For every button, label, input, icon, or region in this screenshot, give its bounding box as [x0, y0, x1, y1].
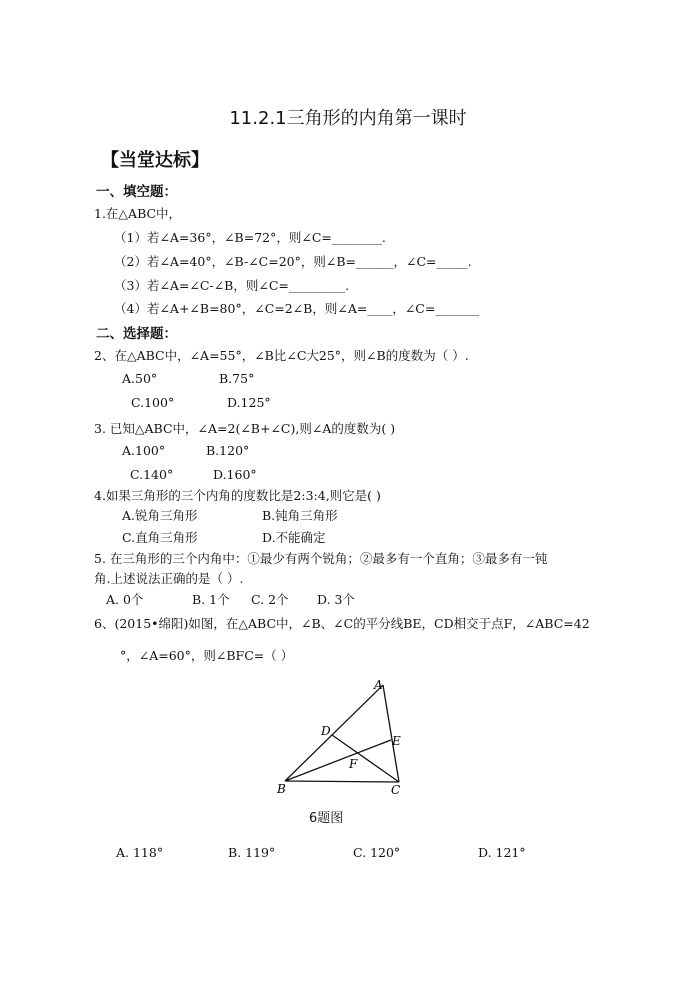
side-ab	[285, 685, 383, 781]
q6-option-b: B. 119°	[228, 845, 276, 860]
q2-option-d: D.125°	[227, 395, 271, 410]
q5-line-1: 5. 在三角形的三个内角中：①最少有两个锐角；②最多有一个直角；③最多有一钝	[94, 551, 548, 566]
q2-option-a: A.50°	[122, 371, 158, 386]
q6-option-a: A. 118°	[116, 845, 164, 860]
q1-stem: 1.在△ABC中，	[94, 206, 182, 221]
side-bc	[285, 781, 399, 782]
q5-option-a: A. 0个	[106, 592, 144, 607]
q4-option-b: B.钝角三角形	[262, 508, 338, 523]
q5-option-b: B. 1个	[192, 592, 230, 607]
q1-item-3: （3）若∠A=∠C-∠B，则∠C=_________.	[114, 278, 350, 293]
q1-item-2: （2）若∠A=40°，∠B-∠C=20°，则∠B=______，∠C=_____.	[114, 254, 472, 269]
q3-option-c: C.140°	[130, 467, 174, 482]
page-title: 11.2.1三角形的内角第一课时	[229, 108, 467, 129]
triangle-figure	[270, 674, 430, 804]
q4-option-a: A.锐角三角形	[122, 508, 198, 523]
label-b: B	[277, 782, 286, 796]
label-f: F	[349, 757, 358, 771]
q5-option-d: D. 3个	[317, 592, 355, 607]
label-d: D	[321, 724, 331, 738]
q1-item-4: （4）若∠A+∠B=80°，∠C=2∠B，则∠A=____，∠C=_______	[114, 301, 480, 316]
q1-item-1: （1）若∠A=36°，∠B=72°，则∠C=________.	[114, 230, 386, 245]
bisector-be	[285, 740, 391, 781]
label-e: E	[392, 734, 401, 748]
q2-option-b: B.75°	[219, 371, 255, 386]
part1-heading: 一、填空题：	[96, 184, 177, 200]
q5-line-2: 角.上述说法正确的是（ ）.	[94, 571, 244, 586]
q6-line-2: °，∠A=60°，则∠BFC=（ ）	[120, 648, 294, 663]
q3-option-a: A.100°	[122, 443, 166, 458]
q3-option-d: D.160°	[213, 467, 257, 482]
section-heading: 【当堂达标】	[101, 150, 209, 171]
q2-option-c: C.100°	[131, 395, 175, 410]
q6-line-1: 6、(2015•绵阳)如图，在△ABC中，∠B、∠C的平分线BE，CD相交于点F，∠ABC=42	[94, 616, 590, 631]
label-c: C	[391, 783, 401, 797]
part2-heading: 二、选择题：	[96, 326, 177, 342]
figure-caption: 6题图	[309, 811, 344, 826]
q4-stem: 4.如果三角形的三个内角的度数比是2:3:4,则它是( )	[94, 488, 381, 503]
q4-option-c: C.直角三角形	[122, 530, 198, 545]
q4-option-d: D.不能确定	[262, 530, 326, 545]
q3-stem: 3. 已知△ABC中，∠A=2(∠B+∠C),则∠A的度数为( )	[94, 421, 396, 436]
q6-option-c: C. 120°	[353, 845, 401, 860]
q5-option-c: C. 2个	[251, 592, 289, 607]
label-a: A	[374, 678, 383, 692]
q2-stem: 2、在△ABC中，∠A=55°，∠B比∠C大25°，则∠B的度数为（ ）.	[94, 348, 469, 363]
q3-option-b: B.120°	[206, 443, 250, 458]
q6-option-d: D. 121°	[478, 845, 526, 860]
